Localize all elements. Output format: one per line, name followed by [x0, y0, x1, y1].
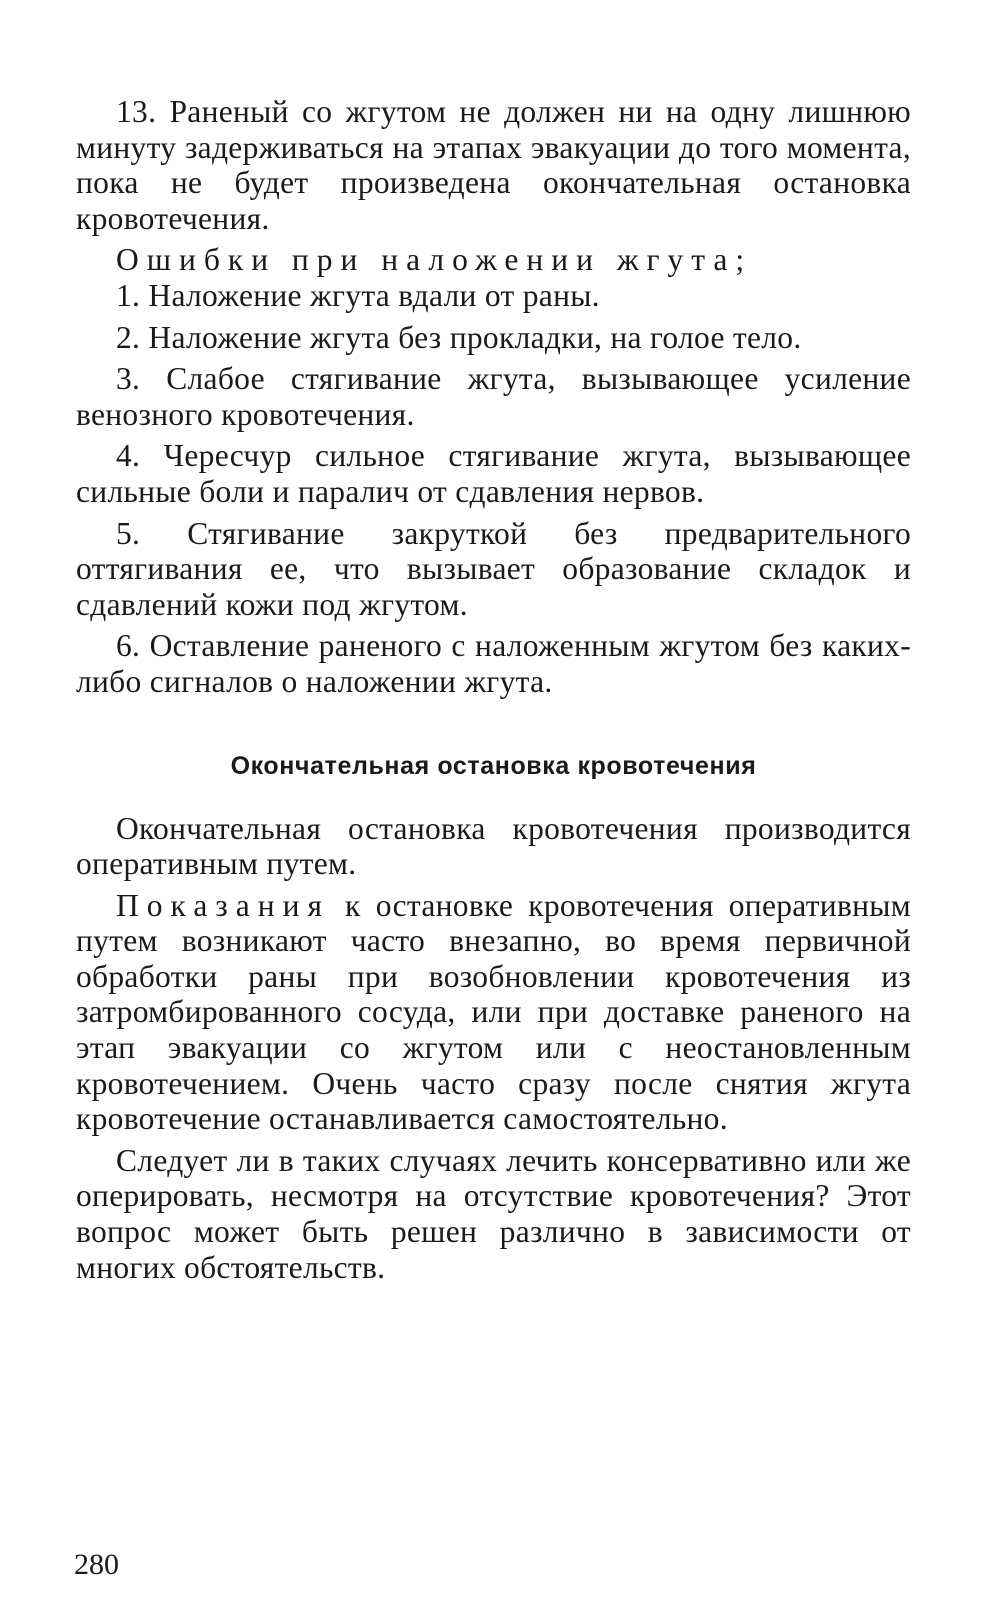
paragraph-13: 13. Раненый со жгутом не должен ни на одну лишнюю минуту задерживаться на этапах эвакуации до того момента, пока не будет произведена окончательная остановка кровотечения. — [76, 94, 911, 236]
error-item-1: 1. Наложение жгута вдали от раны. — [116, 277, 600, 313]
section-heading: Окончательная остановка кровотечения — [230, 751, 757, 780]
error-item-5: 5. Стягивание закруткой без предварительного оттягивания ее, что вызывает образование складок и сдавлений кожи под жгутом. — [76, 515, 911, 622]
error-item-6: 6. Оставление раненого с наложенным жгутом без каких-либо сигналов о наложении жгута. — [76, 628, 911, 699]
error-item-4: 4. Чересчур сильное стягивание жгута, вызывающее сильные боли и паралич от сдавления нервов. — [76, 438, 911, 509]
indications-text: к остановке кровотечения оперативным путем возникают часто внезапно, во время первичной обработки раны при возобновлении кровотечения из затромбированного сосуда, или при доставке раненого на этап эвакуации со жгутом или с неостановленным кровотечением. Очень часто сразу после снятия жгута кровотечение останавливается самостоятельно. — [76, 887, 911, 1137]
page-body — [76, 94, 911, 1285]
section-paragraph-1: Окончательная остановка кровотечения производится оперативным путем. — [76, 810, 911, 882]
indications-lead: Показания — [116, 887, 330, 923]
errors-title: Ошибки при наложении жгута; — [116, 242, 753, 278]
error-item-2: 2. Наложение жгута без прокладки, на голое тело. — [116, 319, 802, 355]
section-paragraph-3: Следует ли в таких случаях лечить консервативно или же оперировать, несмотря на отсутствие кровотечения? Этот вопрос может быть решен различно в зависимости от многих обстоятельств. — [76, 1142, 911, 1285]
page-number: 280 — [74, 1548, 119, 1581]
section-paragraph-2 — [76, 888, 911, 1137]
error-item-3: 3. Слабое стягивание жгута, вызывающее усиление венозного кровотечения. — [76, 361, 911, 432]
